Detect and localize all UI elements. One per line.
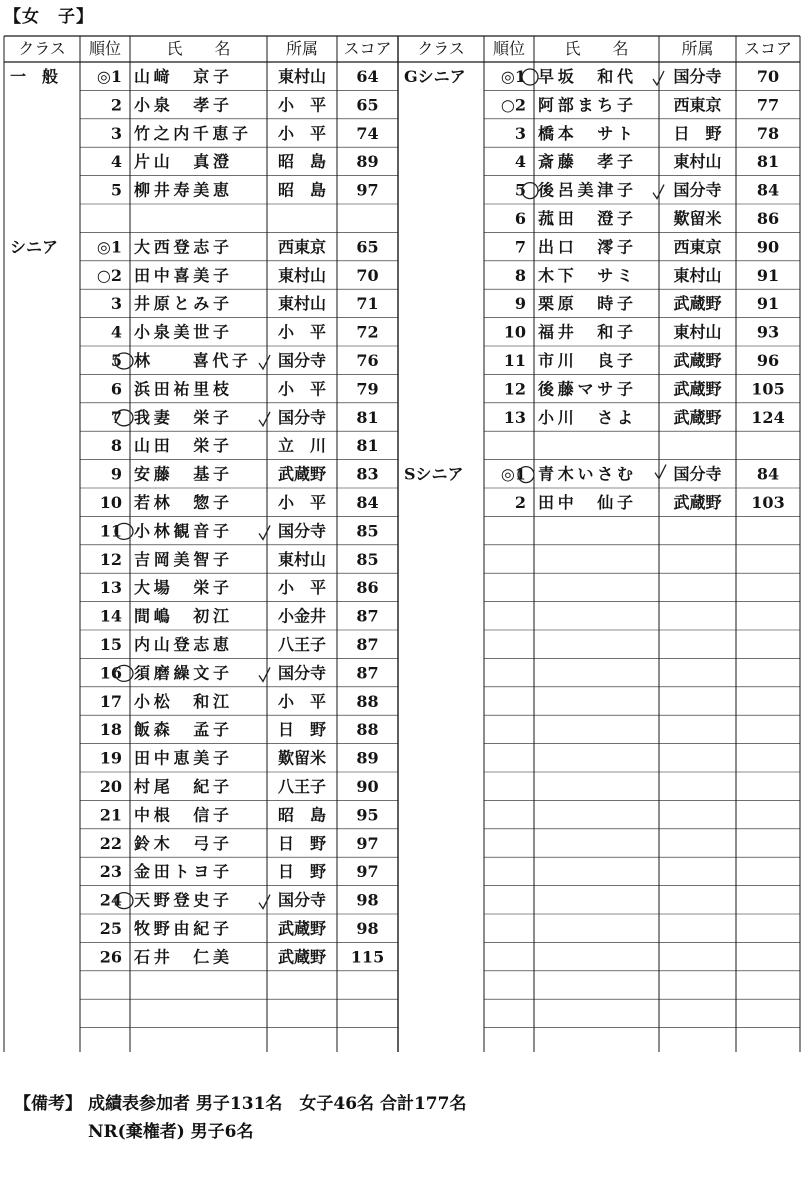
right-name: 後藤マサ子 bbox=[538, 379, 633, 399]
right-name: 市川 良子 bbox=[538, 351, 633, 370]
right-score: 77 bbox=[756, 95, 780, 115]
left-affil: 国分寺 bbox=[277, 521, 327, 541]
left-score: 89 bbox=[356, 748, 379, 768]
right-header-score: スコア bbox=[743, 39, 793, 58]
left-affil: 昭 島 bbox=[277, 805, 327, 825]
pen-tick-mark bbox=[655, 465, 666, 479]
left-score: 97 bbox=[356, 862, 379, 882]
left-affil: 東村山 bbox=[277, 294, 327, 314]
right-affil: 東村山 bbox=[673, 322, 722, 342]
left-rank: 18 bbox=[99, 720, 122, 740]
right-rank: 3 bbox=[514, 123, 526, 143]
left-affil: 八王子 bbox=[277, 777, 327, 796]
left-rank: 5 bbox=[110, 180, 122, 200]
right-affil: 日 野 bbox=[673, 123, 722, 143]
left-name: 田中恵美子 bbox=[134, 748, 229, 768]
left-name: 柳井寿美恵 bbox=[134, 180, 229, 200]
right-name: 阿部まち子 bbox=[538, 95, 633, 115]
left-affil: 小 平 bbox=[277, 493, 327, 512]
right-name: 斎藤 孝子 bbox=[538, 152, 633, 172]
left-score: 86 bbox=[356, 578, 379, 598]
left-name: 小泉美世子 bbox=[134, 322, 229, 342]
right-rank: 10 bbox=[503, 322, 526, 342]
left-rank: 15 bbox=[99, 635, 122, 654]
left-name: 田中喜美子 bbox=[134, 265, 229, 285]
right-header-rank: 順位 bbox=[492, 39, 526, 58]
left-rank: 21 bbox=[99, 805, 122, 825]
left-score: 89 bbox=[356, 152, 379, 172]
pen-tick-mark bbox=[259, 525, 270, 539]
left-rank: 2 bbox=[110, 95, 122, 115]
left-affil: 歎留米 bbox=[277, 748, 327, 768]
left-rank: 16 bbox=[99, 663, 122, 683]
right-affil: 国分寺 bbox=[673, 67, 722, 86]
right-affil: 武蔵野 bbox=[673, 493, 722, 512]
pen-tick-mark bbox=[259, 412, 270, 426]
right-name: 福井 和子 bbox=[538, 322, 633, 342]
right-name: 後呂美津子 bbox=[538, 180, 633, 200]
right-rank: 5 bbox=[514, 180, 526, 200]
left-rank: ○2 bbox=[96, 265, 122, 285]
left-header-affil: 所属 bbox=[285, 39, 319, 58]
left-affil: 日 野 bbox=[277, 833, 327, 853]
pen-tick-mark bbox=[259, 667, 270, 681]
right-score: 90 bbox=[756, 237, 780, 257]
left-score: 70 bbox=[356, 265, 379, 285]
right-score: 124 bbox=[751, 407, 785, 427]
left-affil: 東村山 bbox=[277, 265, 327, 285]
right-name: 早坂 和代 bbox=[538, 67, 633, 86]
right-name: 栗原 時子 bbox=[538, 294, 633, 314]
left-affil: 小 平 bbox=[277, 578, 327, 598]
right-score: 103 bbox=[751, 493, 785, 512]
right-affil: 国分寺 bbox=[673, 180, 722, 200]
right-name: 菰田 澄子 bbox=[538, 209, 633, 228]
right-rank: 7 bbox=[514, 237, 526, 257]
left-affil: 東村山 bbox=[277, 549, 327, 569]
remarks bbox=[14, 1090, 466, 1146]
left-rank: 24 bbox=[99, 890, 122, 910]
right-score: 84 bbox=[756, 180, 780, 200]
left-name: 石井 仁美 bbox=[134, 947, 229, 967]
left-score: 81 bbox=[356, 436, 379, 456]
left-name: 内山登志恵 bbox=[134, 635, 229, 654]
section-title: 【女 子】 bbox=[4, 7, 94, 27]
left-name: 天野登史子 bbox=[134, 890, 229, 910]
right-score: 81 bbox=[756, 152, 780, 172]
left-affil: 立 川 bbox=[277, 436, 327, 456]
left-affil: 武蔵野 bbox=[277, 947, 327, 967]
left-affil: 日 野 bbox=[277, 862, 327, 882]
right-score: 93 bbox=[756, 322, 780, 342]
left-affil: 昭 島 bbox=[277, 152, 327, 172]
left-rank: 10 bbox=[99, 493, 122, 512]
left-score: 90 bbox=[356, 777, 379, 796]
left-affil: 昭 島 bbox=[277, 180, 327, 200]
left-score: 65 bbox=[356, 237, 379, 257]
right-rank: 8 bbox=[514, 265, 526, 285]
left-rank: 14 bbox=[99, 606, 122, 626]
left-rank: 12 bbox=[99, 549, 122, 569]
left-name: 鈴木 弓子 bbox=[134, 833, 229, 853]
left-affil: 国分寺 bbox=[277, 890, 327, 910]
left-score: 65 bbox=[356, 95, 379, 115]
left-score: 115 bbox=[350, 947, 385, 967]
table-text bbox=[10, 39, 792, 966]
right-score: 78 bbox=[756, 123, 780, 143]
left-score: 72 bbox=[356, 322, 379, 342]
right-header-affil: 所属 bbox=[681, 39, 714, 58]
right-affil: 国分寺 bbox=[673, 464, 722, 484]
left-affil: 小 平 bbox=[277, 379, 327, 399]
left-header-class: クラス bbox=[18, 39, 66, 58]
left-score: 97 bbox=[356, 180, 379, 200]
left-score: 83 bbox=[356, 464, 379, 484]
left-rank: ◎1 bbox=[96, 67, 122, 86]
left-rank: 26 bbox=[99, 947, 122, 967]
left-header-score: スコア bbox=[343, 39, 392, 58]
right-affil: 武蔵野 bbox=[673, 379, 722, 399]
left-rank: 3 bbox=[110, 123, 122, 143]
left-name: 片山 真澄 bbox=[134, 152, 229, 172]
right-score: 86 bbox=[756, 209, 780, 228]
left-name: 我妻 栄子 bbox=[134, 407, 229, 427]
left-score: 76 bbox=[356, 351, 379, 370]
left-rank: 25 bbox=[99, 919, 122, 938]
left-header-rank: 順位 bbox=[88, 39, 122, 58]
remarks-nr: NR(棄権者) 男子6名 bbox=[88, 1122, 254, 1142]
left-score: 81 bbox=[356, 407, 379, 427]
pen-tick-mark bbox=[259, 355, 270, 369]
right-affil: 歎留米 bbox=[673, 209, 722, 228]
right-affil: 武蔵野 bbox=[673, 407, 722, 427]
pen-tick-mark bbox=[259, 895, 270, 909]
left-score: 85 bbox=[356, 521, 379, 541]
right-affil: 西東京 bbox=[673, 95, 722, 115]
left-affil: 日 野 bbox=[277, 720, 327, 740]
right-affil: 東村山 bbox=[673, 152, 722, 172]
left-affil: 小 平 bbox=[277, 95, 327, 115]
remarks-participants: 成績表参加者 男子131名 女子46名 合計177名 bbox=[88, 1094, 467, 1114]
left-class-label: シニア bbox=[10, 237, 59, 257]
right-rank: 12 bbox=[503, 379, 526, 399]
left-score: 64 bbox=[356, 67, 379, 86]
left-name: 安藤 基子 bbox=[134, 464, 229, 484]
left-rank: 17 bbox=[99, 691, 122, 711]
left-affil: 国分寺 bbox=[277, 663, 327, 683]
left-rank: 19 bbox=[99, 748, 122, 768]
remarks-label: 【備考】 bbox=[14, 1094, 82, 1114]
left-score: 98 bbox=[356, 890, 379, 910]
left-rank: 3 bbox=[110, 294, 122, 314]
left-affil: 西東京 bbox=[277, 237, 327, 257]
left-rank: 7 bbox=[110, 407, 122, 427]
right-header-class: クラス bbox=[417, 39, 465, 58]
left-affil: 国分寺 bbox=[277, 407, 327, 427]
left-name: 浜田祐里枝 bbox=[134, 379, 229, 399]
right-header-name: 氏 名 bbox=[564, 39, 629, 58]
left-affil: 武蔵野 bbox=[277, 464, 327, 484]
left-affil: 国分寺 bbox=[277, 351, 327, 370]
left-affil: 八王子 bbox=[277, 635, 327, 654]
left-score: 74 bbox=[356, 123, 379, 143]
right-rank: 6 bbox=[514, 209, 526, 228]
left-affil: 小 平 bbox=[277, 322, 327, 342]
left-affil: 東村山 bbox=[277, 67, 327, 86]
right-rank: ◎1 bbox=[500, 67, 526, 86]
left-score: 87 bbox=[356, 635, 379, 654]
right-rank: ◎1 bbox=[500, 464, 526, 484]
right-score: 91 bbox=[756, 265, 780, 285]
left-rank: 20 bbox=[99, 777, 122, 796]
left-name: 林 喜代子 bbox=[134, 351, 248, 370]
left-name: 山田 栄子 bbox=[134, 436, 229, 456]
left-name: 大西登志子 bbox=[134, 237, 229, 257]
left-rank: 8 bbox=[110, 436, 122, 456]
right-score: 84 bbox=[756, 464, 780, 484]
right-score: 70 bbox=[756, 67, 780, 86]
left-score: 87 bbox=[356, 606, 379, 626]
left-rank: 5 bbox=[110, 351, 122, 370]
left-name: 村尾 紀子 bbox=[134, 777, 229, 796]
left-name: 須磨繰文子 bbox=[134, 663, 229, 683]
left-rank: 6 bbox=[110, 379, 122, 399]
left-name: 小泉 孝子 bbox=[134, 95, 229, 115]
left-rank: 4 bbox=[110, 152, 122, 172]
left-rank: ◎1 bbox=[96, 237, 122, 257]
right-rank: 2 bbox=[514, 493, 526, 512]
right-rank: 11 bbox=[503, 351, 526, 370]
left-rank: 13 bbox=[99, 578, 122, 598]
right-class-label: Gシニア bbox=[404, 67, 466, 86]
right-score: 105 bbox=[751, 379, 785, 399]
left-name: 井原とみ子 bbox=[134, 294, 229, 314]
left-affil: 小 平 bbox=[277, 123, 327, 143]
left-score: 97 bbox=[356, 833, 379, 853]
left-affil: 武蔵野 bbox=[277, 919, 327, 938]
left-rank: 4 bbox=[110, 322, 122, 342]
left-score: 88 bbox=[356, 720, 379, 740]
left-affil: 小 平 bbox=[277, 691, 327, 711]
remarks-line-2 bbox=[14, 1118, 466, 1146]
left-name: 竹之内千恵子 bbox=[134, 123, 248, 143]
left-rank: 9 bbox=[110, 464, 122, 484]
left-class-label: 一 般 bbox=[10, 67, 59, 86]
right-name: 青木いさむ bbox=[538, 464, 633, 484]
left-name: 牧野由紀子 bbox=[134, 919, 229, 938]
right-name: 木下 サミ bbox=[538, 265, 633, 285]
left-name: 若林 惣子 bbox=[134, 493, 229, 512]
right-affil: 東村山 bbox=[673, 265, 722, 285]
right-rank: 4 bbox=[514, 152, 526, 172]
left-rank: 11 bbox=[99, 521, 122, 541]
left-name: 間嶋 初江 bbox=[134, 606, 229, 626]
left-name: 吉岡美智子 bbox=[134, 549, 229, 569]
left-name: 中根 信子 bbox=[134, 805, 229, 825]
right-affil: 武蔵野 bbox=[673, 351, 722, 370]
left-name: 大場 栄子 bbox=[134, 578, 229, 598]
remarks-line-1 bbox=[14, 1090, 466, 1118]
right-rank: ○2 bbox=[500, 95, 526, 115]
left-score: 87 bbox=[356, 663, 379, 683]
left-affil: 小金井 bbox=[277, 606, 327, 626]
right-score: 91 bbox=[756, 294, 780, 314]
left-score: 79 bbox=[356, 379, 379, 399]
left-rank: 23 bbox=[99, 862, 122, 882]
right-score: 96 bbox=[756, 351, 780, 370]
right-name: 小川 さよ bbox=[538, 407, 633, 427]
left-rank: 22 bbox=[99, 833, 122, 853]
left-score: 88 bbox=[356, 691, 379, 711]
left-name: 小林観音子 bbox=[134, 521, 229, 541]
left-score: 84 bbox=[356, 493, 379, 512]
right-affil: 西東京 bbox=[673, 237, 722, 257]
right-affil: 武蔵野 bbox=[673, 294, 722, 314]
left-score: 95 bbox=[356, 805, 379, 825]
right-class-label: Sシニア bbox=[404, 464, 464, 484]
right-name: 田中 仙子 bbox=[538, 493, 633, 512]
left-name: 飯森 孟子 bbox=[134, 720, 229, 740]
right-name: 出口 澪子 bbox=[538, 237, 633, 257]
left-header-name: 氏 名 bbox=[166, 39, 231, 58]
right-rank: 9 bbox=[514, 294, 526, 314]
right-rank: 13 bbox=[503, 407, 526, 427]
left-name: 金田トヨ子 bbox=[134, 862, 229, 882]
right-name: 橋本 サト bbox=[538, 123, 633, 143]
left-name: 小松 和江 bbox=[134, 691, 229, 711]
left-name: 山﨑 京子 bbox=[134, 67, 229, 86]
left-score: 85 bbox=[356, 549, 379, 569]
left-score: 71 bbox=[356, 294, 379, 314]
left-score: 98 bbox=[356, 919, 379, 938]
